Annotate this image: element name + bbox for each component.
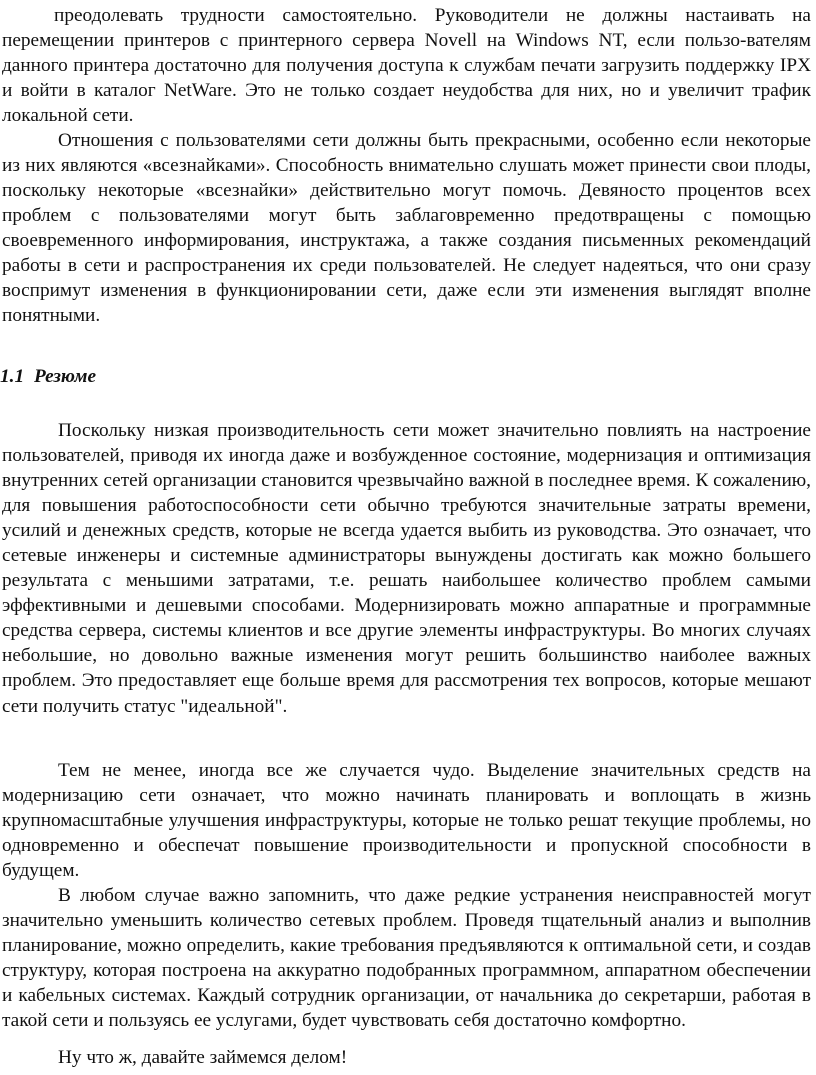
paragraph-2: Отношения с пользователями сети должны быть прекрасными, особенно если некоторые из них являются «всезнайками». Способность внимательно слушать может принести свои плоды, поскольку некоторые «всезнайки» действительно могут помочь. Девяносто процентов всех проблем с пользователями могут быть заблаговременно предотвращены с помощью своевременного информирования, инструктажа, а также создания письменных рекомендаций работы в сети и распространения их среди пользователей. Не следует надеяться, что они сразу воспримут изменения в функционировании сети, даже если эти изменения выглядят вполне понятными. <box>2 130 811 327</box>
section-heading <box>0 364 96 389</box>
section-title: Резюме <box>34 366 97 387</box>
paragraph-1: преодолевать трудности самостоятельно. Руководители не должны настаивать на перемещении принтеров с принтерного сервера Novell на Windows NT, если пользо-вателям данного принтера достаточно для получения доступа к службам печати загрузить поддержку IPX и войти в каталог NetWare. Это не только создает неудобства для них, но и увеличит трафик локальной сети. <box>2 5 811 127</box>
paragraph-5: В любом случае важно запомнить, что даже редкие устранения неисправностей могут значительно уменьшить количество сетевых проблем. Проведя тщательный анализ и выполнив планирование, можно определить, какие требования предъявляются к оптимальной сети, и создав структуру, которая построена на аккуратно подобранных программном, аппаратном обеспечении и кабельных системах. Каждый сотрудник организации, от начальника до секретарши, работая в такой сети и пользуясь ее услугами, будет чувствовать себя достаточно комфортно. <box>2 885 811 1032</box>
paragraph-6: Ну что ж, давайте займемся делом! <box>58 1047 348 1068</box>
paragraph-4: Тем не менее, иногда все же случается чудо. Выделение значительных средств на модернизацию сети означает, что можно начинать планировать и воплощать в жизнь крупномасштабные улучшения инфраструктуры, которые не только решат текущие проблемы, но одновременно и обеспечат повышение производительности и пропускной способности в будущем. <box>2 760 811 882</box>
section-number: 1.1 <box>0 366 25 387</box>
paragraph-3: Поскольку низкая производительность сети может значительно повлиять на настроение пользователей, приводя их иногда даже и возбужденное состояние, модернизация и оптимизация внутренних сетей организации становится чрезвычайно важной в последнее время. К сожалению, для повышения работоспособности сети обычно требуются значительные затраты времени, усилий и денежных средств, которые не всегда удается выбить из руководства. Это означает, что сетевые инженеры и системные администраторы вынуждены достигать как можно большего результата с меньшими затратами, т.е. решать наибольшее количество проблем самыми эффективными и дешевыми способами. Модернизировать можно аппаратные и программные средства сервера, системы клиентов и все другие элементы инфраструктуры. Во многих случаях небольшие, но довольно важные изменения могут решить большинство наиболее важных проблем. Это предоставляет еще больше время для рассмотрения тех вопросов, которые мешают сети получить статус "идеальной". <box>2 420 811 717</box>
